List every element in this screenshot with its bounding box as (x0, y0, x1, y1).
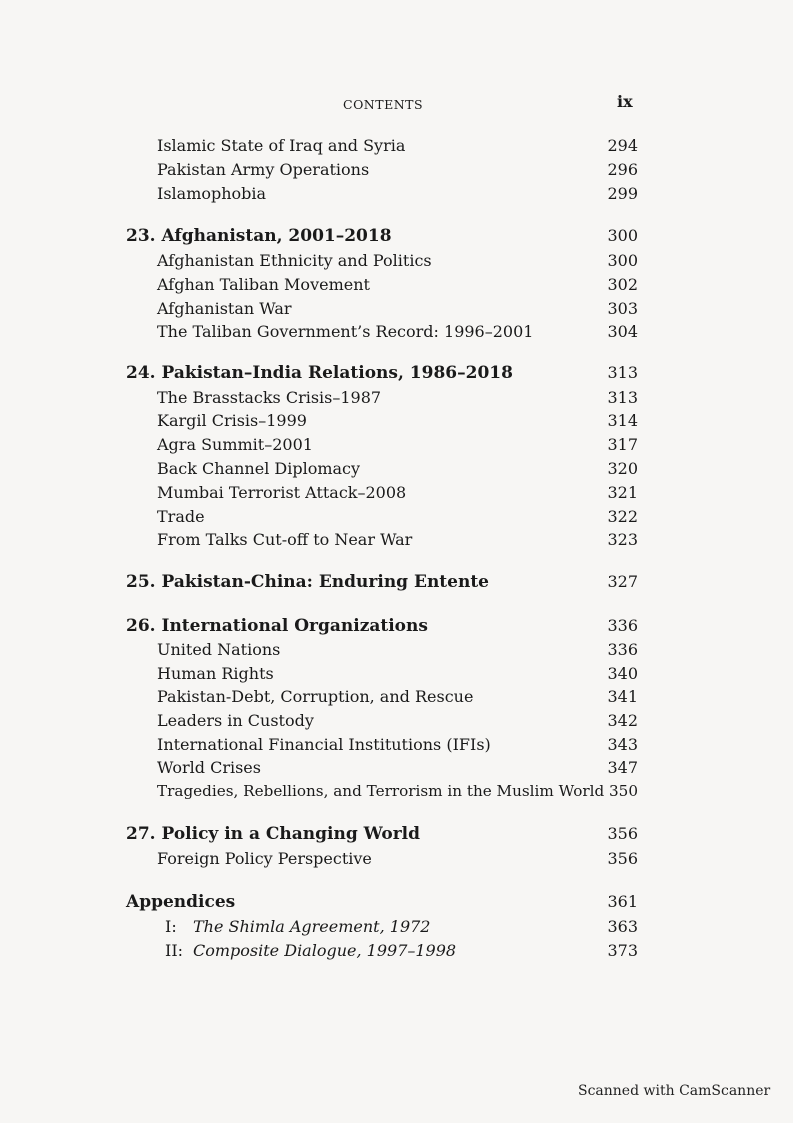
toc-entry-title: Trade (157, 507, 205, 526)
toc-entry-page: 320 (607, 459, 638, 478)
toc-entry-title: Afghanistan War (157, 299, 292, 318)
toc-entry (157, 782, 638, 800)
toc-entry (157, 507, 638, 526)
toc-entry (157, 849, 638, 868)
toc-entry (157, 251, 638, 270)
chapter-title: 24. Pakistan–India Relations, 1986–2018 (126, 363, 513, 383)
appendices-title: Appendices (126, 892, 236, 912)
toc-entry-title: United Nations (157, 640, 281, 659)
toc-entry (157, 322, 638, 341)
chapter-title: 25. Pakistan-China: Enduring Entente (126, 572, 490, 592)
toc-entry-title: Afghan Taliban Movement (157, 275, 370, 294)
toc-entry-page: 303 (607, 299, 638, 318)
chapter-title: 23. Afghanistan, 2001–2018 (126, 226, 392, 246)
toc-entry-page: 314 (607, 411, 638, 430)
toc-entry-page: 299 (607, 184, 638, 203)
appendix-page: 363 (607, 917, 638, 936)
toc-entry (157, 136, 638, 155)
toc-entry (157, 735, 638, 754)
toc-entry-title: Islamophobia (157, 184, 267, 203)
toc-entry (157, 530, 638, 549)
toc-entry (157, 184, 638, 203)
toc-entry-page: 350 (609, 782, 638, 800)
toc-entry-title: Islamic State of Iraq and Syria (157, 136, 406, 155)
toc-entry (157, 299, 638, 318)
chapter-heading (126, 363, 638, 383)
toc-entry (157, 687, 638, 706)
toc-entry-page: 313 (607, 388, 638, 407)
toc-entry-title: Mumbai Terrorist Attack–2008 (157, 483, 407, 502)
toc-entry (157, 483, 638, 502)
toc-entry-title: International Financial Institutions (IFIs) (157, 735, 491, 754)
appendix-numeral: II: (165, 941, 184, 960)
appendices-page: 361 (607, 892, 638, 911)
toc-entry (157, 758, 638, 777)
toc-entry-page: 356 (607, 849, 638, 868)
chapter-page: 300 (607, 226, 638, 245)
appendix-title: Composite Dialogue, 1997–1998 (193, 941, 457, 960)
toc-entry-title: Human Rights (157, 664, 274, 683)
toc-entry-title: Agra Summit–2001 (157, 435, 313, 454)
toc-entry-title: Back Channel Diplomacy (157, 459, 361, 478)
toc-entry-title: Pakistan-Debt, Corruption, and Rescue (157, 687, 474, 706)
toc-entry-title: Foreign Policy Perspective (157, 849, 372, 868)
toc-entry-page: 294 (607, 136, 638, 155)
toc-entry-page: 323 (607, 530, 638, 549)
toc-entry-title: The Taliban Government’s Record: 1996–2001 (157, 322, 534, 341)
chapter-heading (126, 226, 638, 246)
appendix-entry (165, 917, 638, 936)
appendix-numeral: I: (165, 917, 177, 936)
running-header-title: CONTENTS (343, 97, 424, 112)
toc-entry-page: 340 (607, 664, 638, 683)
toc-entry-page: 296 (607, 160, 638, 179)
toc-entry-page: 336 (607, 640, 638, 659)
toc-entry (157, 435, 638, 454)
toc-entry-page: 300 (607, 251, 638, 270)
toc-entry (157, 388, 638, 407)
toc-entry-title: Leaders in Custody (157, 711, 314, 730)
toc-entry-title: Tragedies, Rebellions, and Terrorism in the Muslim World (157, 782, 605, 800)
toc-entry-page: 341 (607, 687, 638, 706)
toc-entry-page: 343 (607, 735, 638, 754)
toc-entry-page: 321 (607, 483, 638, 502)
chapter-page: 356 (607, 824, 638, 843)
appendix-title: The Shimla Agreement, 1972 (193, 917, 431, 936)
scanner-watermark: Scanned with CamScanner (578, 1083, 771, 1099)
toc-entry (157, 711, 638, 730)
toc-entry-page: 317 (607, 435, 638, 454)
chapter-title: 26. International Organizations (126, 616, 428, 636)
chapter-heading (126, 572, 638, 592)
chapter-heading (126, 616, 638, 636)
toc-entry (157, 160, 638, 179)
toc-entry (157, 640, 638, 659)
toc-entry (157, 664, 638, 683)
chapter-heading (126, 824, 638, 844)
toc-entry (157, 459, 638, 478)
toc-entry (157, 275, 638, 294)
chapter-page: 336 (607, 616, 638, 635)
appendix-entry (165, 941, 638, 960)
toc-entry-title: World Crises (157, 758, 261, 777)
toc-entry-page: 304 (607, 322, 638, 341)
toc-entry-page: 347 (607, 758, 638, 777)
toc-entry-title: The Brasstacks Crisis–1987 (157, 388, 382, 407)
toc-entry-title: Afghanistan Ethnicity and Politics (157, 251, 432, 270)
toc-entry-page: 322 (607, 507, 638, 526)
running-header-page-number: ix (617, 92, 633, 111)
toc-entry-page: 302 (607, 275, 638, 294)
appendix-page: 373 (607, 941, 638, 960)
chapter-page: 327 (607, 572, 638, 591)
appendices-heading (126, 892, 638, 912)
toc-entry-title: Kargil Crisis–1999 (157, 411, 307, 430)
toc-entry-title: Pakistan Army Operations (157, 160, 370, 179)
chapter-title: 27. Policy in a Changing World (126, 824, 421, 844)
toc-entry-title: From Talks Cut-off to Near War (157, 530, 413, 549)
toc-entry-page: 342 (607, 711, 638, 730)
toc-entry (157, 411, 638, 430)
chapter-page: 313 (607, 363, 638, 382)
